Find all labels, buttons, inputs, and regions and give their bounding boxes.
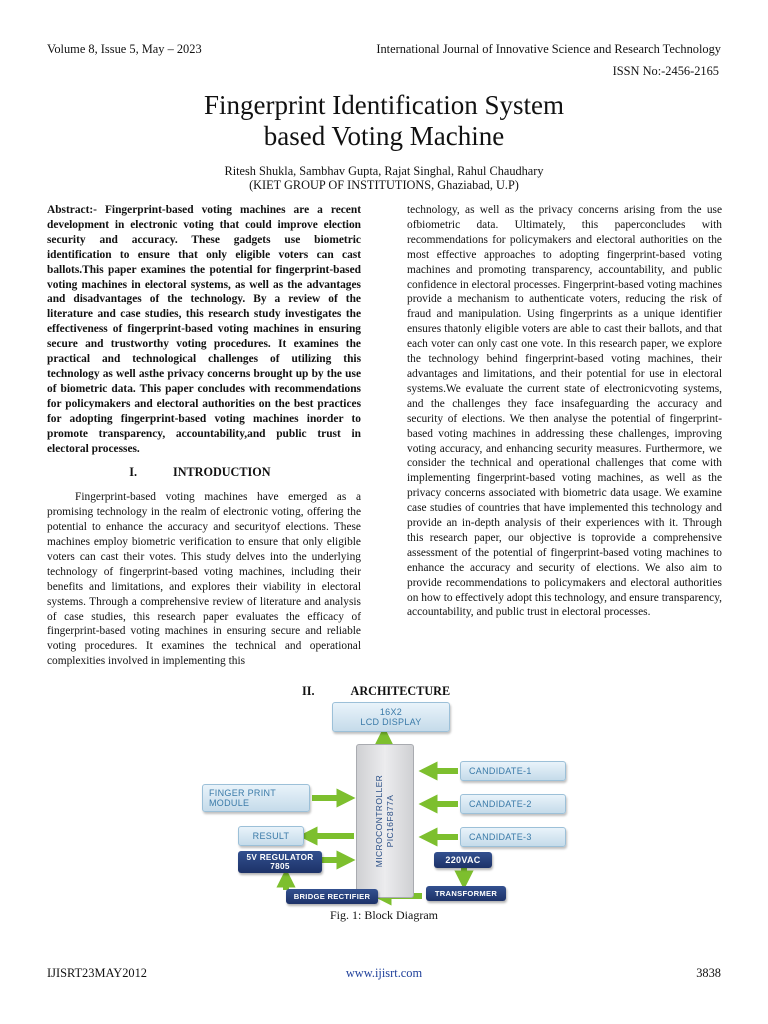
mcu-line2: PIC16F877A — [385, 794, 395, 848]
fingerprint-module-box — [202, 784, 310, 812]
transformer-box — [426, 886, 506, 901]
abstract: Abstract:- Fingerprint-based voting machines are a recent development in electronic voting that could improve election security and accuracy. These gadgets use biometric identification to ensure that only eligible voters can cast ballots.This paper examines the potential for fingerprint-based voting machines in electoral systems, as well as the advantages and disadvantages of the technology. By a review of the literature and case studies, this research study investigates the effectiveness of fingerprint-based voting machines in ensuring secure and trustworthy voting procedures. It examines the practical and technological challenges of utilizing this technology as well asthe privacy concerns brought up by the use of biometric data. This paper concludes with recommendations for policymakers and electoral authorities on the best practices for adopting fingerprint-based voting machines inorder to promote transparency, accountability,and public trust in electoral processes. — [47, 204, 361, 455]
fingerprint-line2: MODULE — [209, 798, 250, 808]
paper-title-line1: Fingerprint Identification System — [204, 90, 564, 120]
section-heading-introduction — [47, 465, 361, 480]
result-label: RESULT — [252, 831, 290, 841]
candidate-3-box — [460, 827, 566, 847]
section-heading-architecture — [302, 684, 450, 699]
introduction-text: Fingerprint-based voting machines have emerged as a promising technology in the realm of electronic voting, offering the potential to enhance the accuracy and securityof elections. These machines employ biometric verification to ensure that only eligible voters can cast their votes. This study delves into the underlying technology of fingerprint-based voting machines, including their benefits and limitations, and explores their viability in electoral systems. Through a comprehensive review of literature and analysis of case studies, this research paper evaluates the efficacy of fingerprint-based voting machines in ensuring secure and reliable voting procedures. It examines the technical and operational complexities involved in implementing this — [47, 491, 361, 668]
volume-info: Volume 8, Issue 5, May – 2023 — [47, 42, 202, 56]
footer-paper-id: IJISRT23MAY2012 — [47, 966, 148, 980]
section-number: II. — [302, 684, 315, 698]
website-link[interactable]: www.ijisrt.com — [345, 966, 423, 980]
section-number: I. — [129, 465, 137, 480]
candidate-2-box — [460, 794, 566, 814]
footer-website — [0, 966, 768, 981]
figure-caption: Fig. 1: Block Diagram — [330, 908, 438, 922]
lcd-line1: 16X2 — [379, 707, 403, 717]
block-diagram — [190, 700, 580, 908]
candidate-1-label: CANDIDATE-1 — [469, 766, 532, 776]
mcu-line1: MICROCONTROLLER — [374, 774, 384, 868]
lcd-display-box — [332, 702, 450, 732]
issn: ISSN No:-2456-2165 — [612, 64, 719, 78]
regulator-line2: 7805 — [270, 862, 290, 871]
journal-name: International Journal of Innovative Science and Research Technology — [376, 42, 721, 56]
authors: Ritesh Shukla, Sambhav Gupta, Rajat Singhal, Rahul Chaudhary — [224, 164, 544, 178]
rectifier-label: BRIDGE RECTIFIER — [293, 891, 371, 901]
vac-label: 220VAC — [445, 855, 481, 865]
regulator-line1: 5V REGULATOR — [246, 853, 314, 862]
regulator-box — [238, 851, 322, 873]
bridge-rectifier-box — [286, 889, 378, 904]
fingerprint-line1: FINGER PRINT — [209, 788, 277, 798]
lcd-line2: LCD DISPLAY — [360, 717, 422, 727]
candidate-2-label: CANDIDATE-2 — [469, 799, 532, 809]
microcontroller-label — [374, 775, 396, 867]
microcontroller-box — [356, 744, 414, 898]
candidate-1-box — [460, 761, 566, 781]
section-title: INTRODUCTION — [173, 465, 271, 480]
vac-box — [434, 852, 492, 868]
paper-title-line2: based Voting Machine — [263, 121, 505, 151]
candidate-3-label: CANDIDATE-3 — [469, 832, 532, 842]
result-box — [238, 826, 304, 846]
introduction-continued: technology, as well as the privacy concerns arising from the use ofbiometric data. Ultimately, this paperconcludes with recommendations for policymakers and electoral authorities on the most effective approaches to adopting fingerprint-based voting machines and promoting transparency, accountability, and public confidence in electoral processes. Fingerprint-based voting machines provide a mechanism to authenticate voters, reducing the risk of fraud and manipulation. Using fingerprints as a unique identifier ensures thatonly eligible voters are able to cast their ballots, and that each voter can only cast one vote. In this research paper, we explore the technology behind fingerprint-based voting machines, their advantages and limitations, and their potential for use in electoral systems.We evaluate the current state of electronicvoting systems, and the challenges they face insafeguarding the accuracy and security of elections. We then analyse the potential of fingerprint-based voting machines in addressing these challenges, improving voting accuracy, and enhancing security measures. Furthermore, we consider the technical and operational challenges that come with implementing fingerprint-based voting machines, as well as the privacy concerns associated with biometric data usage. We examine case studies of countries that have implemented this technology and provide an in-depth analysis of their experiences with it. Through this research paper, our objective is toprovide a comprehensive assessment of the potential of fingerprint-based voting machines to enhance the accuracy and security of elections. We also aim to provide recommendations to policymakers and electoral authorities on how to effectively adopt this technology, and ensure transparency, accountability, and public trust in electoral processes. — [407, 204, 722, 619]
page-number: 3838 — [696, 966, 721, 980]
section-title: ARCHITECTURE — [350, 684, 451, 698]
left-column — [47, 203, 361, 669]
right-column — [407, 203, 722, 620]
affiliation: (KIET GROUP OF INSTITUTIONS, Ghaziabad, U.P) — [249, 178, 519, 192]
transformer-label: TRANSFORMER — [434, 888, 498, 898]
